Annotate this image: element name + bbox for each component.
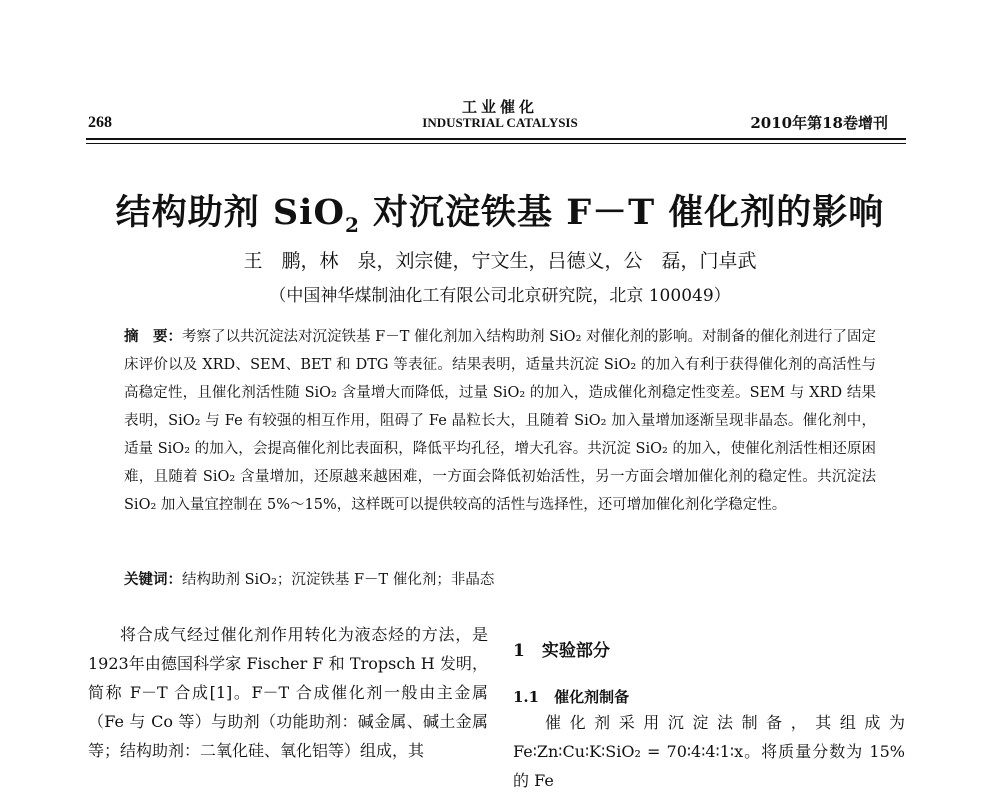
body-left-column: 将合成气经过催化剂作用转化为液态烃的方法，是1923年由德国科学家 Fischer F 和 Tropsch H 发明，简称 F－T 合成[1]。F－T 合成催化剂一般由主金属（Fe 与 Co 等）与助剂（功能助剂：碱金属、碱土金属等；结构助剂：二氧化硅、氧化铝等）组成，其 — [88, 625, 488, 760]
page-number: 268 — [88, 114, 112, 131]
keywords-text: 结构助剂 SiO₂；沉淀铁基 F－T 催化剂；非晶态 — [182, 572, 495, 588]
header-rule-thin — [86, 143, 906, 144]
title-part-1: 结构助剂 SiO — [115, 192, 345, 233]
abstract-label: 摘 要： — [124, 328, 183, 345]
keywords — [124, 568, 876, 589]
header-rule-thick — [86, 138, 906, 140]
keywords-label: 关键词： — [124, 571, 182, 588]
author-list: 王 鹏，林 泉，刘宗健，宁文生，吕德义，公 磊，门卓武 — [243, 250, 757, 272]
affiliation: （中国神华煤制油化工有限公司北京研究院，北京 100049） — [269, 286, 731, 306]
title-part-2: 对沉淀铁基 F－T 催化剂的影响 — [359, 192, 885, 233]
journal-title-en: INDUSTRIAL CATALYSIS — [422, 115, 578, 130]
body-right-column: 催化剂采用沉淀法制备，其组成为 Fe∶Zn∶Cu∶K∶SiO₂ = 70∶4∶4∶1∶x。将质量分数为 15% 的 Fe — [513, 713, 905, 790]
abstract — [124, 323, 876, 519]
issue-info: 2010年第18卷增刊 — [750, 114, 888, 132]
title-subscript: 2 — [344, 213, 360, 237]
article-title — [0, 185, 1000, 237]
section-heading-1-1: 1.1 催化剂制备 — [513, 688, 630, 706]
journal-title-cn: 工业催化 — [461, 98, 538, 116]
abstract-text: 考察了以共沉淀法对沉淀铁基 F－T 催化剂加入结构助剂 SiO₂ 对催化剂的影响。对制备的催化剂进行了固定床评价以及 XRD、SEM、BET 和 DTG 等表征。结果表明，适量共沉淀 SiO₂ 的加入有利于获得催化剂的高活性与高稳定性，且催化剂活性随 SiO₂ 含量增大而降低，过量 SiO₂ 的加入，造成催化剂稳定性变差。SEM 与 XRD 结果表明，SiO₂ 与 Fe 有较强的相互作用，阻碍了 Fe 晶粒长大，且随着 SiO₂ 加入量增加逐渐呈现非晶态。催化剂中，适量 SiO₂ 的加入，会提高催化剂比表面积，降低平均孔径，增大孔容。共沉淀 SiO₂ 的加入，使催化剂活性相还原困难，且随着 SiO₂ 含量增加，还原越来越困难，一方面会降低初始活性，另一方面会增加催化剂的稳定性。共沉淀法 SiO₂ 加入量宜控制在 5%～15%，这样既可以提供较高的活性与选择性，还可增加催化剂化学稳定性。 — [124, 329, 877, 513]
section-heading-1: 1 实验部分 — [513, 641, 610, 661]
